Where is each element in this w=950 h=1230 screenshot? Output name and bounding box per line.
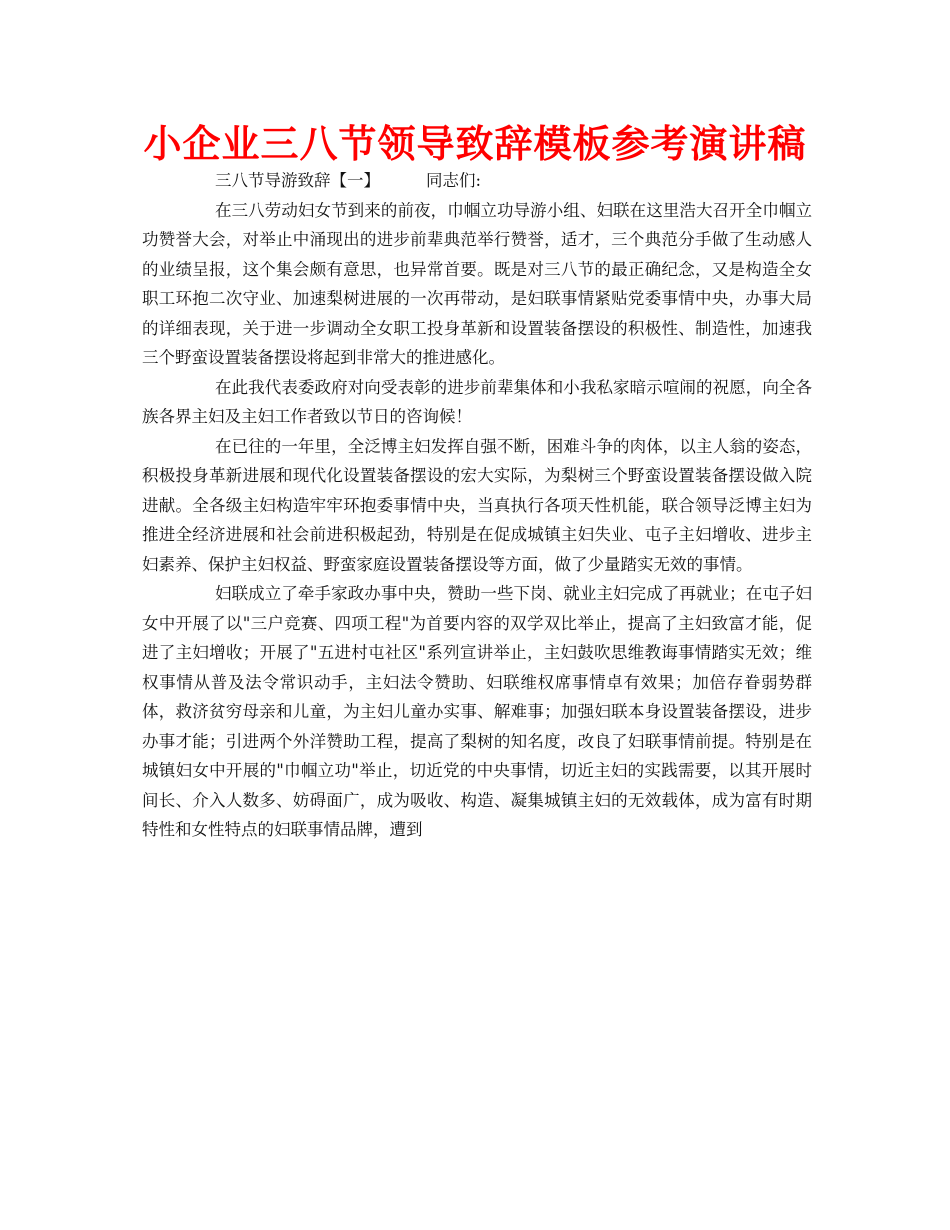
paragraph-3: 在已往的一年里，全泛博主妇发挥自强不断，困难斗争的肉体，以主人翁的姿态，积极投身革新进展和现代化设置装备摆设的宏大实际，为梨树三个野蛮设置装备摆设做入院进献。全各级主妇构造牢牢环抱委事情中央，当真执行各项天性机能，联合领导泛博主妇为推进全经济进展和社会前进积极起劲，特别是在促成城镇主妇失业、屯子主妇增收、进步主妇素养、保护主妇权益、野蛮家庭设置装备摆设等方面，做了少量踏实无效的事情。 [142, 436, 812, 574]
greeting-line [142, 166, 812, 196]
paragraph-4: 妇联成立了牵手家政办事中央，赞助一些下岗、就业主妇完成了再就业；在屯子妇女中开展了以"三户竞赛、四项工程"为首要内容的双学双比举止，提高了主妇致富才能，促进了主妇增收；开展了"五进村屯社区"系列宣讲举止，主妇鼓吹思维教诲事情踏实无效；维权事情从普及法令常识动手，主妇法令赞助、妇联维权席事情卓有效果；加倍存眷弱势群体，救济贫穷母亲和儿童，为主妇儿童办实事、解难事；加强妇联本身设置装备摆设，进步办事才能；引进两个外洋赞助工程，提高了梨树的知名度，改良了妇联事情前提。特别是在城镇妇女中开展的"巾帼立功"举止，切近党的中央事情，切近主妇的实践需要，以其开展时间长、介入人数多、妨碍面广，成为吸收、构造、凝集城镇主妇的无效载体，成为富有时期特性和女性特点的妇联事情品牌，遭到 [142, 584, 812, 839]
paragraph-1: 在三八劳动妇女节到来的前夜，巾帼立功导游小组、妇联在这里浩大召开全巾帼立功赞誉大会，对举止中涌现出的进步前辈典范举行赞誉，适才，三个典范分手做了生动感人的业绩呈报，这个集会颇有意思，也异常首要。既是对三八节的最正确纪念，又是构造全女职工环抱二次守业、加速梨树进展的一次再带动，是妇联事情紧贴党委事情中央，办事大局的详细表现，关于进一步调动全女职工投身革新和设置装备摆设的积极性、制造性，加速我三个野蛮设置装备摆设将起到非常大的推进感化。 [142, 200, 812, 367]
salutation: 同志们: [426, 171, 482, 190]
section-heading: 三八节导游致辞【一】 [215, 171, 380, 190]
document-title: 小企业三八节领导致辞模板参考演讲稿 [143, 121, 807, 166]
paragraph-2: 在此我代表委政府对向受表彰的进步前辈集体和小我私家暗示喧闹的祝愿，向全各族各界主妇及主妇工作者致以节日的咨询候！ [142, 377, 812, 426]
document-body [142, 166, 812, 845]
